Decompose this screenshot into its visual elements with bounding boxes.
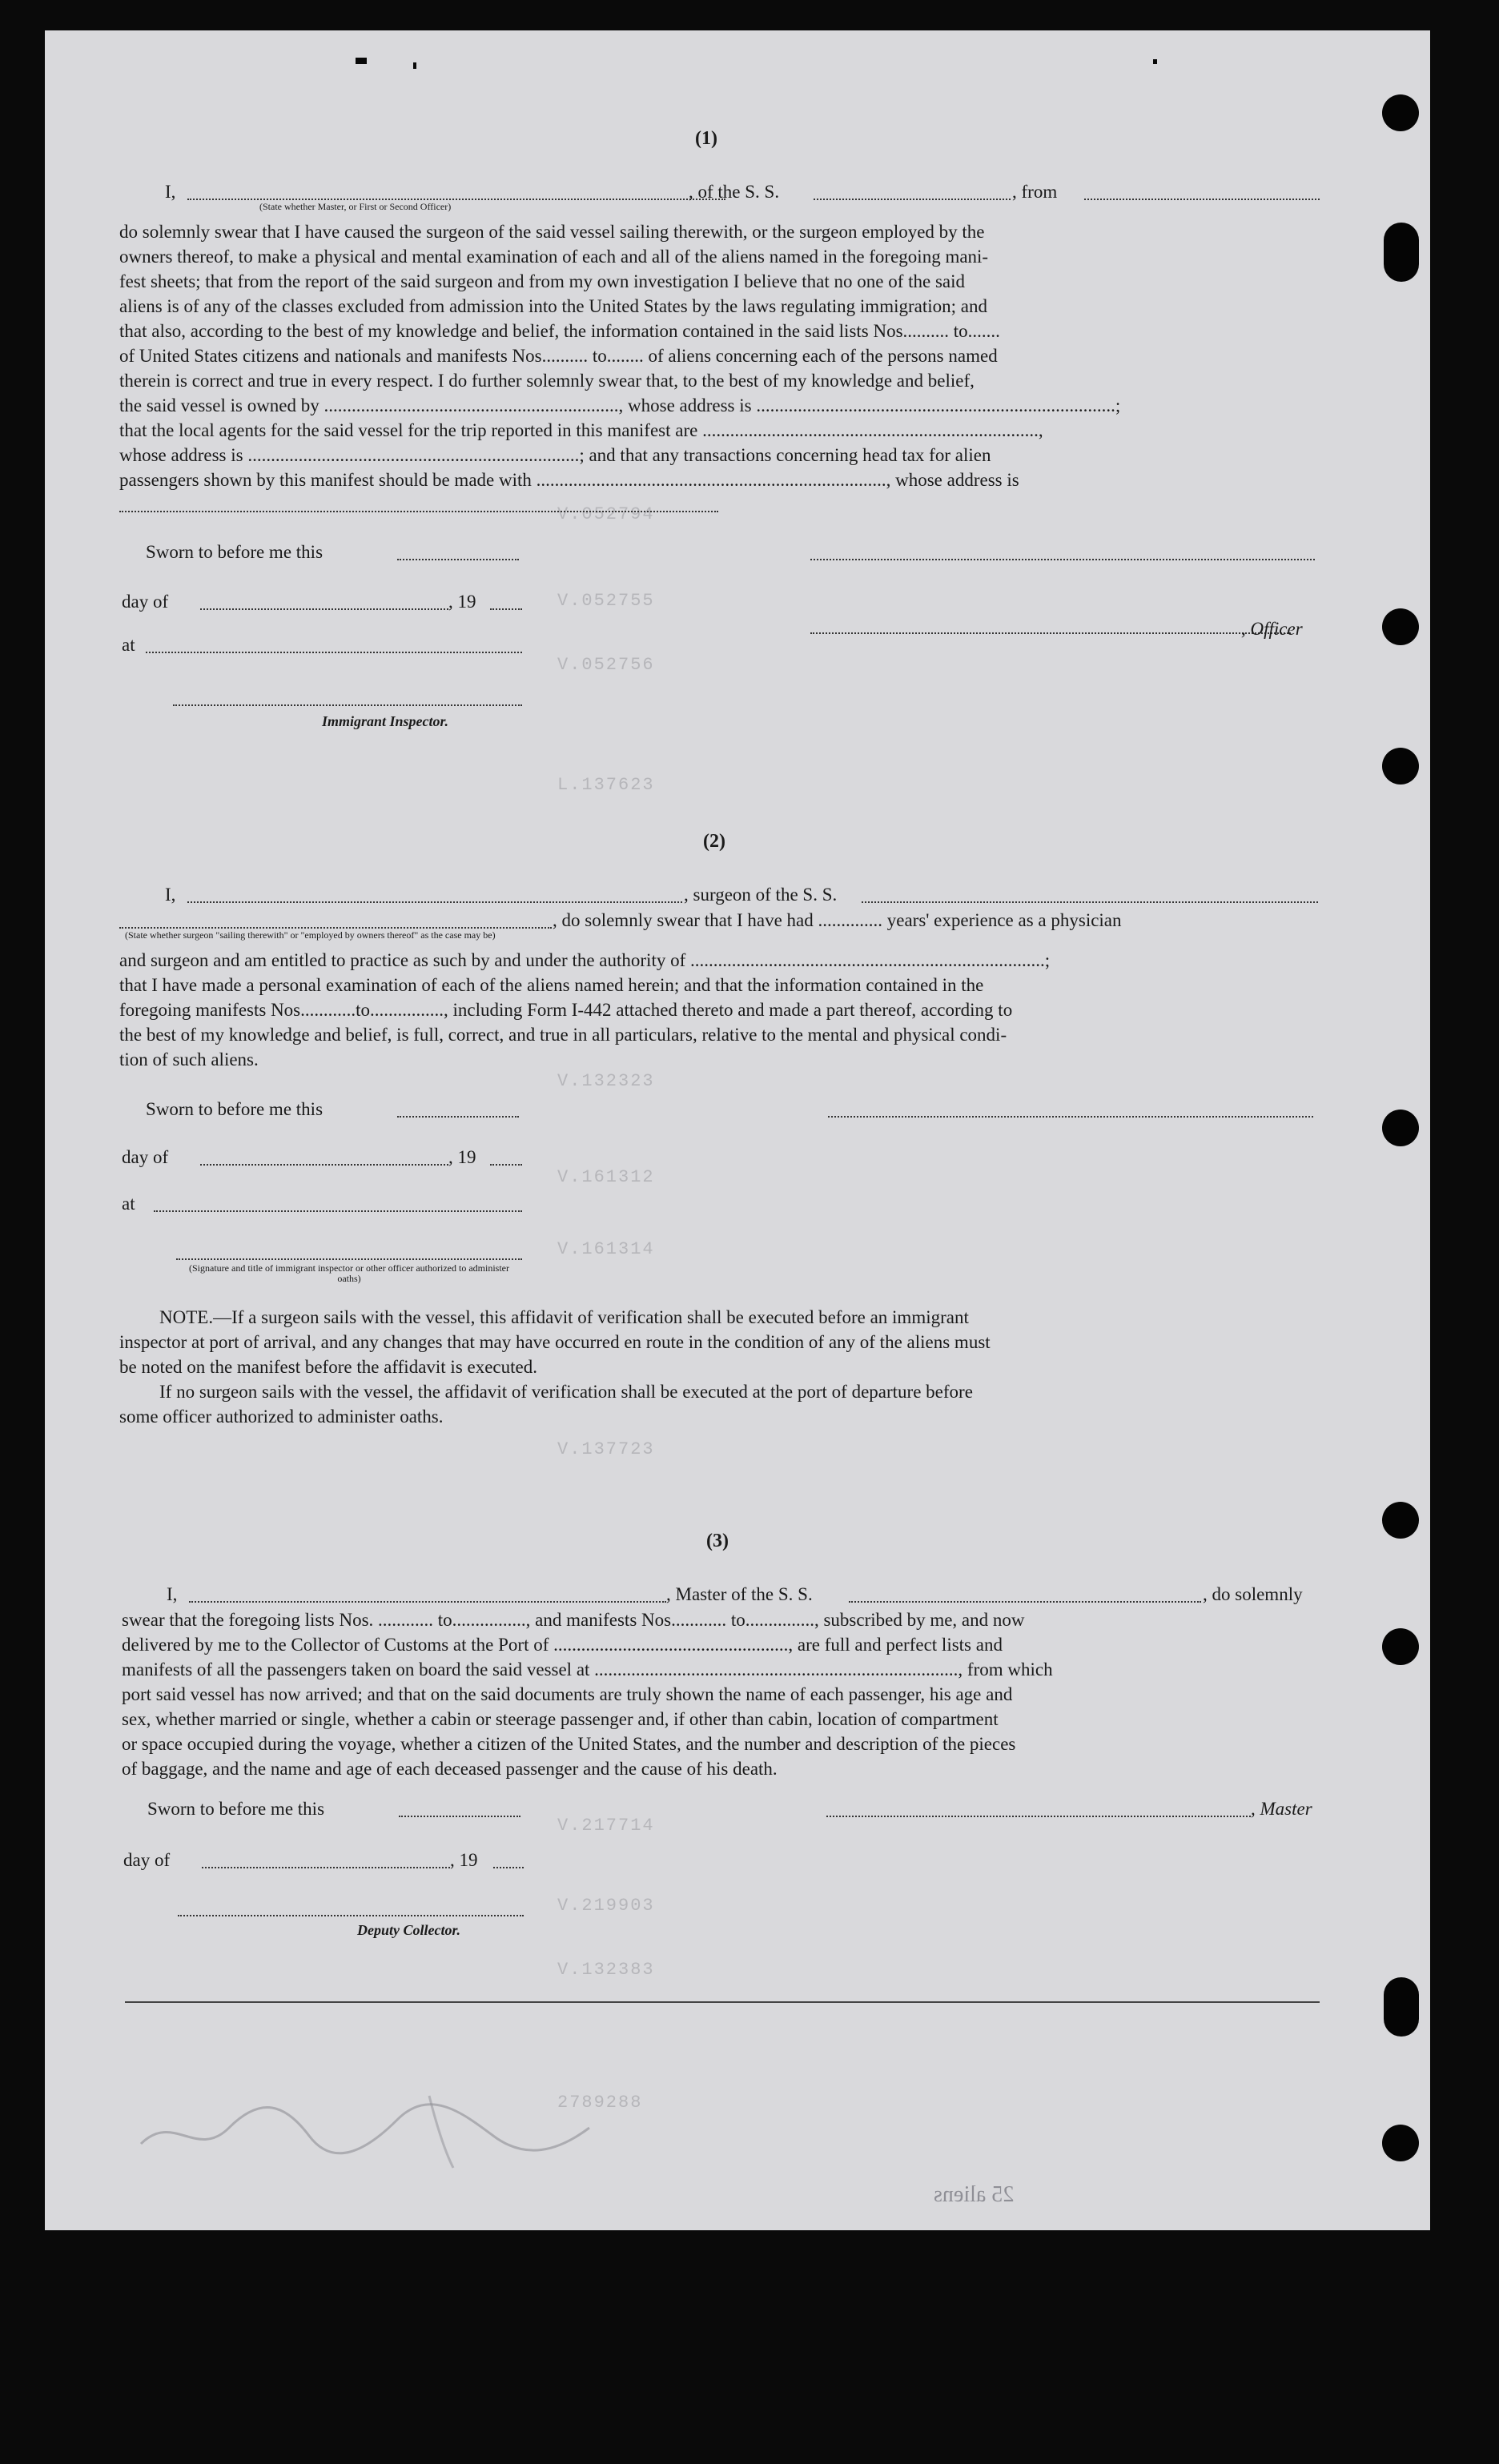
- punch-hole: [1384, 1977, 1419, 2037]
- at-label: at: [122, 635, 135, 655]
- punch-hole: [1382, 1110, 1419, 1146]
- bleed-through: V.161314: [557, 1239, 655, 1259]
- fill-line: [202, 1867, 450, 1868]
- manifest-page: [45, 30, 1430, 2230]
- bleed-through: V.161312: [557, 1167, 655, 1187]
- fill-line: [399, 1816, 520, 1817]
- fill-line: [200, 1164, 448, 1166]
- surgeon-hint: (State whether surgeon "sailing therewith" or "employed by owners thereof" as the case may be): [125, 929, 496, 941]
- experience-line: , do solemnly swear that I have had .............. years' experience as a physician: [553, 910, 1122, 930]
- day-label: day of: [123, 1850, 171, 1870]
- bleed-through: 2789288: [557, 2093, 643, 2113]
- fill-line: [119, 511, 718, 512]
- signature-line: [828, 1116, 1313, 1118]
- signature-line: [173, 704, 522, 706]
- punch-hole: [1382, 94, 1419, 131]
- note-line: NOTE.—If a surgeon sails with the vessel, this affidavit of verification shall be executed before an immigrant: [159, 1307, 969, 1327]
- signature-hint: (Signature and title of immigrant inspector or other officer authorized to administer oaths): [189, 1262, 509, 1284]
- master-signature-label: , Master: [1251, 1799, 1312, 1819]
- fill-line: [187, 901, 682, 903]
- body-line: therein is correct and true in every respect. I do further solemnly swear that, to the best of my knowledge and belief,: [119, 371, 975, 391]
- aliens-count: 25 aliens: [934, 2182, 1015, 2207]
- oath-start: I,: [165, 182, 176, 202]
- scan-mark: [1153, 59, 1157, 64]
- body-line: and surgeon and am entitled to practice as such by and under the authority of .............................................................................;: [119, 950, 1051, 970]
- sworn-label: Sworn to before me this: [146, 1099, 324, 1119]
- bleed-through: V.217714: [557, 1816, 655, 1836]
- bleed-through: V.132383: [557, 1960, 655, 1980]
- fill-line: [490, 608, 522, 610]
- master-label: , Master of the S. S.: [666, 1584, 813, 1604]
- fill-line: [397, 1116, 519, 1118]
- vessel-label: , of the S. S.: [689, 182, 780, 202]
- fill-line: [814, 199, 1011, 200]
- body-line: that I have made a personal examination of each of the aliens named herein; and that the information contained in the: [119, 975, 984, 995]
- bleed-through: V.052756: [557, 655, 655, 675]
- body-line: do solemnly swear that I have caused the surgeon of the said vessel sailing therewith, or the surgeon employed by the: [119, 222, 985, 242]
- fill-line: [187, 199, 725, 200]
- body-line: or space occupied during the voyage, whether a citizen of the United States, and the number and description of the pieces: [122, 1734, 1016, 1754]
- note-line: some officer authorized to administer oaths.: [119, 1407, 444, 1427]
- body-line: sex, whether married or single, whether a cabin or steerage passenger and, if other than cabin, location of compartment: [122, 1709, 999, 1729]
- oath-start: I,: [167, 1584, 178, 1604]
- body-line: the best of my knowledge and belief, is full, correct, and true in all particulars, relative to the mental and physical condi-: [119, 1025, 1007, 1045]
- punch-hole: [1382, 1628, 1419, 1665]
- bottom-rule: [125, 2001, 1320, 2003]
- body-line: tion of such aliens.: [119, 1049, 259, 1069]
- officer-hint: (State whether Master, or First or Second Officer): [259, 201, 452, 212]
- surgeon-label: , surgeon of the S. S.: [684, 885, 838, 905]
- punch-hole: [1382, 748, 1419, 785]
- body-line: delivered by me to the Collector of Customs at the Port of ..................................................., are full and perfect lists and: [122, 1635, 1003, 1655]
- section2-body: [119, 948, 1320, 1072]
- signature-line: [176, 1258, 522, 1260]
- punch-hole: [1382, 1502, 1419, 1539]
- section-number: (1): [695, 128, 717, 149]
- day-label: day of: [122, 1147, 169, 1167]
- inspector-label: Immigrant Inspector.: [322, 713, 449, 729]
- handwritten-signature: [125, 2080, 605, 2176]
- from-label: , from: [1012, 182, 1058, 202]
- body-line: port said vessel has now arrived; and that on the said documents are truly shown the name of each passenger, his age and: [122, 1684, 1013, 1704]
- body-line: aliens is of any of the classes excluded from admission into the United States by the laws regulating immigration; and: [119, 296, 987, 316]
- at-label: at: [122, 1194, 135, 1214]
- scan-mark: [356, 58, 367, 64]
- body-line: of United States citizens and nationals and manifests Nos.......... to........ of aliens concerning each of the persons named: [119, 346, 998, 366]
- bleed-through: L.137623: [557, 775, 655, 795]
- fill-line: [154, 1210, 522, 1212]
- fill-line: [490, 1164, 522, 1166]
- section-number: (3): [706, 1531, 729, 1551]
- bleed-through: V.137723: [557, 1439, 655, 1459]
- body-line: foregoing manifests Nos............to................, including Form I-442 attached thereto and made a part thereof, according to: [119, 1000, 1013, 1020]
- signature-line: [178, 1915, 524, 1916]
- body-line: swear that the foregoing lists Nos. ............ to................, and manifests Nos............ to..............., subscribed by me, and now: [122, 1610, 1025, 1630]
- body-line: owners thereof, to make a physical and mental examination of each and all of the aliens named in the foregoing mani-: [119, 247, 989, 267]
- sworn-label: Sworn to before me this: [146, 542, 324, 562]
- fill-line: [397, 559, 519, 560]
- bleed-through: V.052755: [557, 591, 655, 611]
- note-line: be noted on the manifest before the affidavit is executed.: [119, 1357, 537, 1377]
- fill-line: [189, 1601, 666, 1603]
- fill-line: [1084, 199, 1320, 200]
- day-label: day of: [122, 592, 169, 612]
- year-label: , 19: [450, 1850, 478, 1870]
- fill-line: [119, 927, 552, 929]
- bleed-through: V.052794: [557, 504, 655, 524]
- body-line: that the local agents for the said vessel for the trip reported in this manifest are .........................................................................,: [119, 420, 1043, 440]
- body-line: manifests of all the passengers taken on board the said vessel at ..............................................................................., from which: [122, 1659, 1053, 1679]
- bleed-through: V.219903: [557, 1896, 655, 1916]
- section1-body: [119, 219, 1320, 492]
- fill-line: [849, 1601, 1201, 1603]
- oath-start: I,: [165, 885, 176, 905]
- body-line: that also, according to the best of my knowledge and belief, the information contained in the said lists Nos.......... to.......: [119, 321, 1000, 341]
- punch-hole: [1382, 608, 1419, 645]
- signature-line: [810, 632, 1291, 634]
- bleed-through: V.132323: [557, 1071, 655, 1091]
- fill-line: [200, 608, 448, 610]
- sworn-label: Sworn to before me this: [147, 1799, 325, 1819]
- body-line: passengers shown by this manifest should be made with ............................................................................, whose address is: [119, 470, 1019, 490]
- signature-line: [810, 559, 1315, 560]
- body-line: of baggage, and the name and age of each deceased passenger and the cause of his death.: [122, 1759, 778, 1779]
- year-label: , 19: [448, 592, 476, 612]
- fill-line: [146, 652, 522, 653]
- section-number: (2): [703, 831, 725, 852]
- body-line: the said vessel is owned by ................................................................, whose address is ..............................................................................;: [119, 395, 1121, 415]
- punch-hole: [1382, 2125, 1419, 2161]
- collector-label: Deputy Collector.: [357, 1922, 460, 1938]
- scan-mark: [413, 62, 416, 69]
- fill-line: [862, 901, 1318, 903]
- punch-hole: [1384, 223, 1419, 282]
- officer-label: , Officer: [1241, 619, 1303, 639]
- fill-line: [493, 1867, 524, 1868]
- note-line: inspector at port of arrival, and any changes that may have occurred en route in the condition of any of the aliens must: [119, 1332, 991, 1352]
- section2-note: [119, 1305, 1320, 1429]
- year-label: , 19: [448, 1147, 476, 1167]
- section3-body: [122, 1607, 1320, 1781]
- signature-line: [826, 1816, 1251, 1817]
- body-line: whose address is ........................................................................; and that any transactions concerning head tax for alien: [119, 445, 991, 465]
- body-line: fest sheets; that from the report of the said surgeon and from my own investigation I believe that no one of the said: [119, 271, 966, 291]
- note-line: If no surgeon sails with the vessel, the affidavit of verification shall be executed at the port of departure before: [159, 1382, 973, 1402]
- solemnly-label: , do solemnly: [1203, 1584, 1303, 1604]
